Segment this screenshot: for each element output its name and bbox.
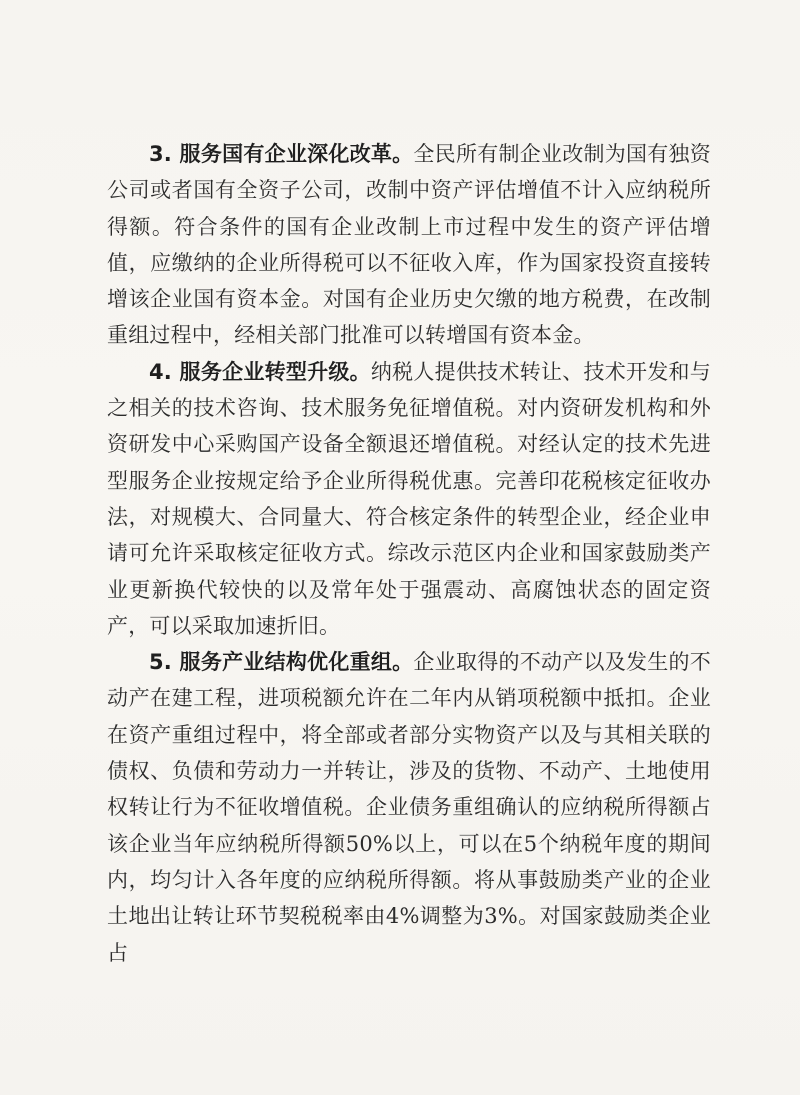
paragraph-body-3: 全民所有制企业改制为国有独资公司或者国有全资子公司，改制中资产评估增值不计入应纳税所得额。符合条件的国有企业改制上市过程中发生的资产评估增值，应缴纳的企业所得税可以不征收入库，作为国家投资直接转增该企业国有资本金。对国有企业历史欠缴的地方税费，在改制重组过程中，经相关部门批准可以转增国有资本金。 <box>107 142 711 348</box>
paragraph-heading-4: 4. 服务企业转型升级。 <box>149 359 371 384</box>
paragraph-heading-5: 5. 服务产业结构优化重组。 <box>149 650 414 675</box>
paragraph-body-5: 企业取得的不动产以及发生的不动产在建工程，进项税额允许在二年内从销项税额中抵扣。企业在资产重组过程中，将全部或者部分实物资产以及与其相关联的债权、负债和劳动力一并转让，涉及的货物、不动产、土地使用权转让行为不征收增值税。企业债务重组确认的应纳税所得额占该企业当年应纳税所得额50%以上，可以在5个纳税年度的期间内，均匀计入各年度的应纳税所得额。将从事鼓励类产业的企业土地出让转让环节契税税率由4%调整为3%。对国家鼓励类企业占 <box>107 650 711 965</box>
document-body <box>107 136 711 971</box>
paragraph-3 <box>107 136 711 354</box>
paragraph-body-4: 纳税人提供技术转让、技术开发和与之相关的技术咨询、技术服务免征增值税。对内资研发机构和外资研发中心采购国产设备全额退还增值税。对经认定的技术先进型服务企业按规定给予企业所得税优惠。完善印花税核定征收办法，对规模大、合同量大、符合核定条件的转型企业，经企业申请可允许采取核定征收方式。综改示范区内企业和国家鼓励类产业更新换代较快的以及常年处于强震动、高腐蚀状态的固定资产，可以采取加速折旧。 <box>107 359 711 638</box>
paragraph-heading-3: 3. 服务国有企业深化改革。 <box>149 142 414 166</box>
paragraph-4 <box>107 354 711 644</box>
paragraph-5 <box>107 644 711 971</box>
